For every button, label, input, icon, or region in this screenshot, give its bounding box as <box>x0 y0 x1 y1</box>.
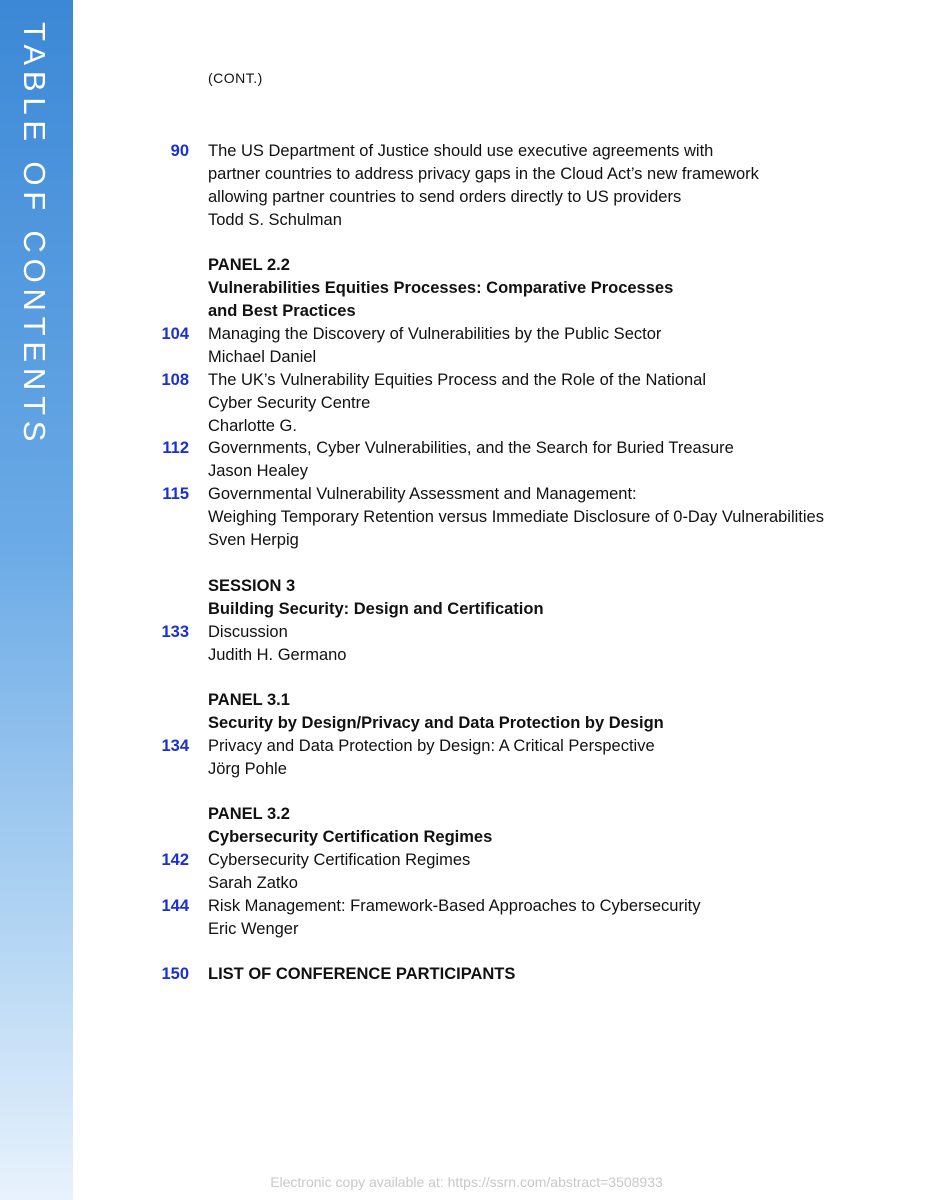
section-text <box>208 803 908 849</box>
entry-title-line: Governments, Cyber Vulnerabilities, and the Search for Buried Treasure <box>208 439 734 457</box>
entry-title-line: partner countries to address privacy gaps in the Cloud Act’s new framework <box>208 165 759 183</box>
entry-text <box>208 369 908 438</box>
page-number: 142 <box>161 851 189 869</box>
section-title-line: Cybersecurity Certification Regimes <box>208 828 493 846</box>
section-label: SESSION 3 <box>208 577 296 595</box>
sidebar-title: TABLE OF CONTENTS <box>17 22 52 448</box>
section-text <box>208 689 908 735</box>
page-number: 104 <box>161 325 189 343</box>
page-number: 134 <box>161 737 189 755</box>
entry-title-line: Risk Management: Framework-Based Approaches to Cybersecurity <box>208 897 701 915</box>
entry-title-line: allowing partner countries to send orders directly to US providers <box>208 188 682 206</box>
entry-text <box>208 735 908 781</box>
page-number: 112 <box>162 439 189 457</box>
entry-author: Sven Herpig <box>208 531 299 549</box>
entry-text <box>208 849 908 895</box>
section-title-line: and Best Practices <box>208 302 356 320</box>
section-title-line: Vulnerabilities Equities Processes: Comparative Processes <box>208 279 674 297</box>
entry-author: Judith H. Germano <box>208 646 347 664</box>
entry-author: Sarah Zatko <box>208 874 298 892</box>
entry-author: Todd S. Schulman <box>208 211 342 229</box>
entry-title-line: Discussion <box>208 623 288 641</box>
entry-author: Eric Wenger <box>208 920 299 938</box>
page-number: 150 <box>161 965 189 983</box>
entry-title-line: LIST OF CONFERENCE PARTICIPANTS <box>208 965 516 983</box>
entry-title-line: Weighing Temporary Retention versus Immediate Disclosure of 0-Day Vulnerabilities <box>208 508 824 526</box>
entry-title-line: The US Department of Justice should use executive agreements with <box>208 142 714 160</box>
entry-author: Jason Healey <box>208 462 308 480</box>
entry-title-line: Privacy and Data Protection by Design: A Critical Perspective <box>208 737 655 755</box>
page-number: 115 <box>162 485 189 503</box>
entry-text <box>208 621 908 667</box>
section-label: PANEL 3.1 <box>208 691 290 709</box>
page-number: 144 <box>161 897 189 915</box>
page-number: 108 <box>161 371 189 389</box>
entry-text <box>208 483 908 552</box>
entry-text <box>208 437 908 483</box>
entry-author: Charlotte G. <box>208 417 297 435</box>
section-title-line: Building Security: Design and Certification <box>208 600 544 618</box>
entry-author: Michael Daniel <box>208 348 317 366</box>
entry-title-line: The UK’s Vulnerability Equities Process and the Role of the National <box>208 371 707 389</box>
entry-text <box>208 323 908 369</box>
entry-author: Jörg Pohle <box>208 760 287 778</box>
continued-label: (CONT.) <box>208 70 263 86</box>
section-text <box>208 575 908 621</box>
page-number: 90 <box>170 142 189 160</box>
section-title-line: Security by Design/Privacy and Data Protection by Design <box>208 714 664 732</box>
entry-title-line: Managing the Discovery of Vulnerabilities by the Public Sector <box>208 325 662 343</box>
section-label: PANEL 3.2 <box>208 805 290 823</box>
section-label: PANEL 2.2 <box>208 256 290 274</box>
entry-title-line: Cybersecurity Certification Regimes <box>208 851 471 869</box>
sidebar-band <box>0 0 73 1200</box>
entry-title-line: Governmental Vulnerability Assessment and Management: <box>208 485 637 503</box>
entry-text <box>208 963 908 986</box>
section-text <box>208 254 908 323</box>
entry-text <box>208 140 908 232</box>
entry-title-line: Cyber Security Centre <box>208 394 371 412</box>
page-number: 133 <box>161 623 189 641</box>
entry-text <box>208 895 908 941</box>
ssrn-footer: Electronic copy available at: https://ssrn.com/abstract=3508933 <box>270 1174 663 1190</box>
